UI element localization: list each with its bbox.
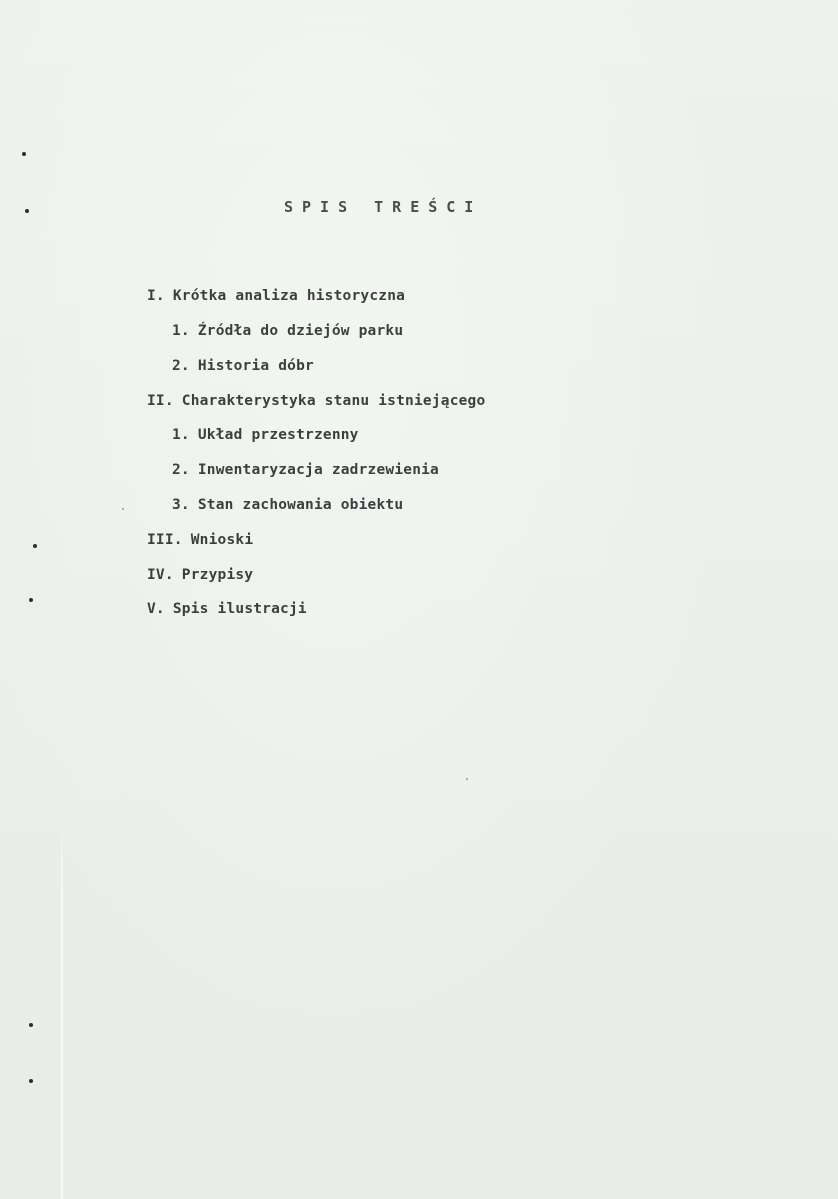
toc-entry-number: II. (147, 393, 174, 409)
toc-entry-text: Inwentaryzacja zadrzewienia (197, 462, 439, 478)
toc-entry (172, 497, 403, 513)
toc-entry-text: Przypisy (181, 567, 254, 583)
toc-entry-number: I. (147, 288, 165, 304)
toc-entry-text: Charakterystyka stanu istniejącego (181, 393, 486, 409)
binder-hole-mark (22, 152, 26, 156)
toc-entry-number: 1. (172, 323, 190, 339)
toc-entry-text: Krótka analiza historyczna (172, 288, 406, 304)
toc-entry-number: V. (147, 601, 165, 617)
toc-entry-number: 2. (172, 462, 190, 478)
page-title: SPIS TREŚCI (284, 198, 483, 216)
toc-entry (147, 393, 485, 409)
toc-entry-number: 3. (172, 497, 190, 513)
toc-entry (147, 288, 405, 304)
toc-entry-text: Spis ilustracji (172, 601, 307, 617)
margin-line (61, 818, 63, 1199)
toc-entry (172, 358, 314, 374)
binder-hole-mark (29, 1079, 33, 1083)
toc-entry-text: Źródła do dziejów parku (197, 323, 404, 339)
toc-entry-number: III. (147, 532, 183, 548)
binder-hole-mark (29, 1023, 33, 1027)
toc-entry-text: Historia dóbr (197, 358, 314, 374)
toc-entry (147, 567, 253, 583)
binder-hole-mark (33, 544, 37, 548)
toc-entry (172, 323, 403, 339)
toc-entry-number: 1. (172, 427, 190, 443)
paper-speck (466, 778, 468, 780)
toc-entry-number: 2. (172, 358, 190, 374)
toc-entry-number: IV. (147, 567, 174, 583)
binder-hole-mark (25, 209, 29, 213)
binder-hole-mark (29, 598, 33, 602)
toc-entry (172, 462, 439, 478)
toc-entry (147, 601, 307, 617)
toc-entry (172, 427, 359, 443)
paper-speck (122, 508, 124, 510)
toc-entry-text: Układ przestrzenny (197, 427, 359, 443)
toc-entry-text: Stan zachowania obiektu (197, 497, 404, 513)
toc-entry-text: Wnioski (190, 532, 254, 548)
toc-entry (147, 532, 253, 548)
